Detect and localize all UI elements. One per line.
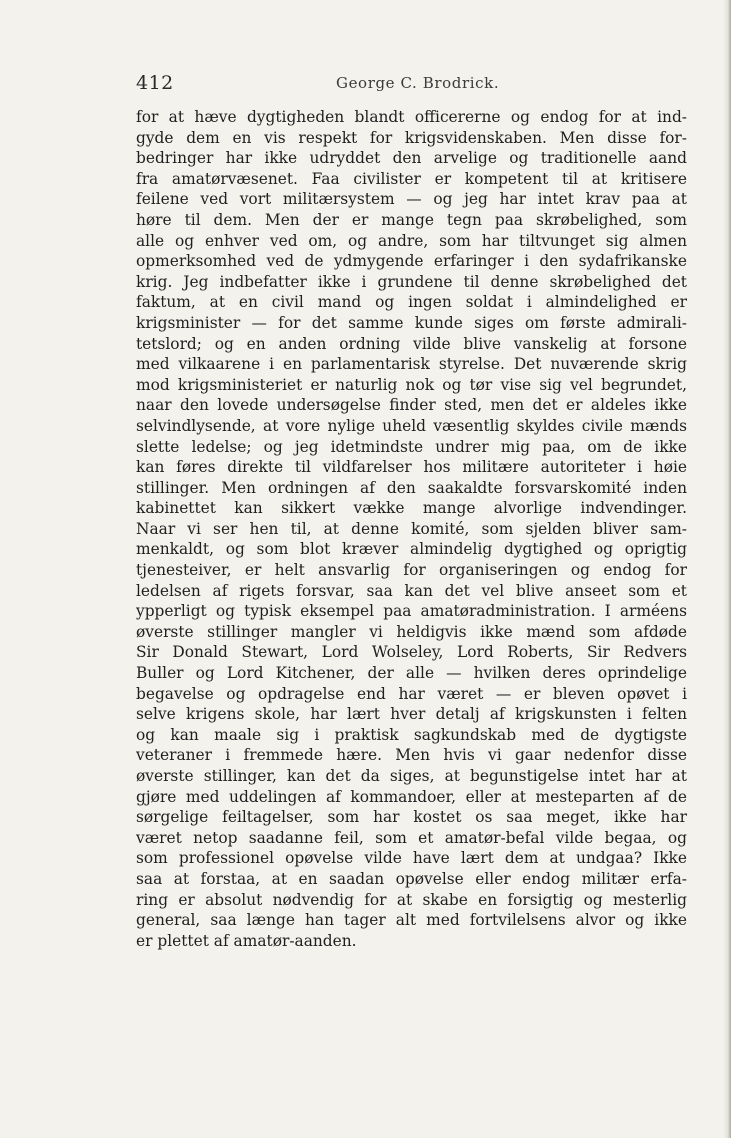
text-line: høre til dem. Men der er mange tegn paa skrøbelighed, som bbox=[136, 210, 687, 229]
text-line: krig. Jeg indbefatter ikke i grundene til denne skrøbelighed det bbox=[136, 272, 687, 291]
text-line: slette ledelse; og jeg idetmindste undrer mig paa, om de ikke bbox=[136, 437, 687, 456]
text-line: er plettet af amatør-aanden. bbox=[136, 931, 357, 950]
text-line: Sir Donald Stewart, Lord Wolseley, Lord Roberts, Sir Redvers bbox=[136, 643, 687, 662]
body-text bbox=[136, 107, 687, 951]
running-head: George C. Brodrick. bbox=[336, 74, 500, 92]
text-line: fra amatørvæsenet. Faa civilister er kompetent til at kritisere bbox=[136, 169, 687, 188]
text-line: saa at forstaa, at en saadan opøvelse eller endog militær erfa- bbox=[136, 869, 687, 888]
text-line: Buller og Lord Kitchener, der alle — hvilken deres oprindelige bbox=[136, 664, 687, 683]
text-line: for at hæve dygtigheden blandt officererne og endog for at ind- bbox=[136, 108, 687, 126]
text-line: feilene ved vort militærsystem — og jeg har intet krav paa at bbox=[136, 190, 687, 209]
text-line: menkaldt, og som blot kræver almindelig dygtighed og oprigtig bbox=[136, 540, 687, 559]
text-line: øverste stillinger mangler vi heldigvis ikke mænd som afdøde bbox=[136, 622, 687, 641]
text-line: ring er absolut nødvendig for at skabe en forsigtig og mesterlig bbox=[136, 890, 687, 909]
text-line: bedringer har ikke udryddet den arvelige og traditionelle aand bbox=[136, 149, 687, 168]
text-line: gjøre med uddelingen af kommandoer, eller at mesteparten af de bbox=[136, 787, 687, 806]
text-line: krigsminister — for det samme kunde siges om første admirali- bbox=[136, 313, 687, 332]
text-line: Naar vi ser hen til, at denne komité, som sjelden bliver sam- bbox=[136, 519, 687, 538]
text-line: som professionel opøvelse vilde have lært dem at undgaa? Ikke bbox=[136, 849, 687, 868]
text-line: og kan maale sig i praktisk sagkundskab med de dygtigste bbox=[136, 725, 687, 744]
text-line: ypperligt og typisk eksempel paa amatøradministration. I arméens bbox=[136, 602, 687, 621]
text-line: tjenesteiver, er helt ansvarlig for organiseringen og endog for bbox=[136, 561, 687, 580]
page-number: 412 bbox=[136, 72, 174, 94]
text-line: opmerksomhed ved de ydmygende erfaringer i den sydafrikanske bbox=[136, 252, 687, 271]
page-edge-shadow bbox=[723, 0, 731, 1138]
text-line: øverste stillinger, kan det da siges, at begunstigelse intet har at bbox=[136, 767, 687, 785]
text-line: selve krigens skole, har lært hver detalj af krigskunsten i felten bbox=[136, 705, 687, 724]
text-line: med vilkaarene i en parlamentarisk styrelse. Det nuværende skrig bbox=[136, 355, 687, 374]
text-line: kabinettet kan sikkert vække mange alvorlige indvendinger. bbox=[136, 499, 687, 518]
text-line: kan føres direkte til vildfarelser hos militære autoriteter i høie bbox=[136, 458, 687, 477]
text-line: alle og enhver ved om, og andre, som har tiltvunget sig almen bbox=[136, 231, 687, 250]
text-line: stillinger. Men ordningen af den saakaldte forsvarskomité inden bbox=[136, 478, 687, 497]
text-line: mod krigsministeriet er naturlig nok og tør vise sig vel begrundet, bbox=[136, 375, 687, 394]
text-line: ledelsen af rigets forsvar, saa kan det vel blive anseet som et bbox=[136, 581, 687, 600]
text-line: begavelse og opdragelse end har været — er bleven opøvet i bbox=[136, 684, 687, 703]
text-line: gyde dem en vis respekt for krigsvidenskaben. Men disse for- bbox=[136, 128, 687, 147]
text-line: veteraner i fremmede hære. Men hvis vi gaar nedenfor disse bbox=[136, 746, 687, 765]
page-header bbox=[136, 72, 686, 98]
text-line: general, saa længe han tager alt med fortvilelsens alvor og ikke bbox=[136, 911, 687, 930]
text-line: sørgelige feiltagelser, som har kostet os saa meget, ikke har bbox=[136, 808, 687, 827]
text-line: tetslord; og en anden ordning vilde blive vanskelig at forsone bbox=[136, 334, 687, 353]
text-line: faktum, at en civil mand og ingen soldat i almindelighed er bbox=[136, 293, 687, 312]
text-line: været netop saadanne feil, som et amatør-befal vilde begaa, og bbox=[136, 828, 687, 847]
text-line: naar den lovede undersøgelse finder sted, men det er aldeles ikke bbox=[136, 396, 687, 415]
text-line: selvindlysende, at vore nylige uheld væsentlig skyldes civile mænds bbox=[136, 416, 687, 435]
